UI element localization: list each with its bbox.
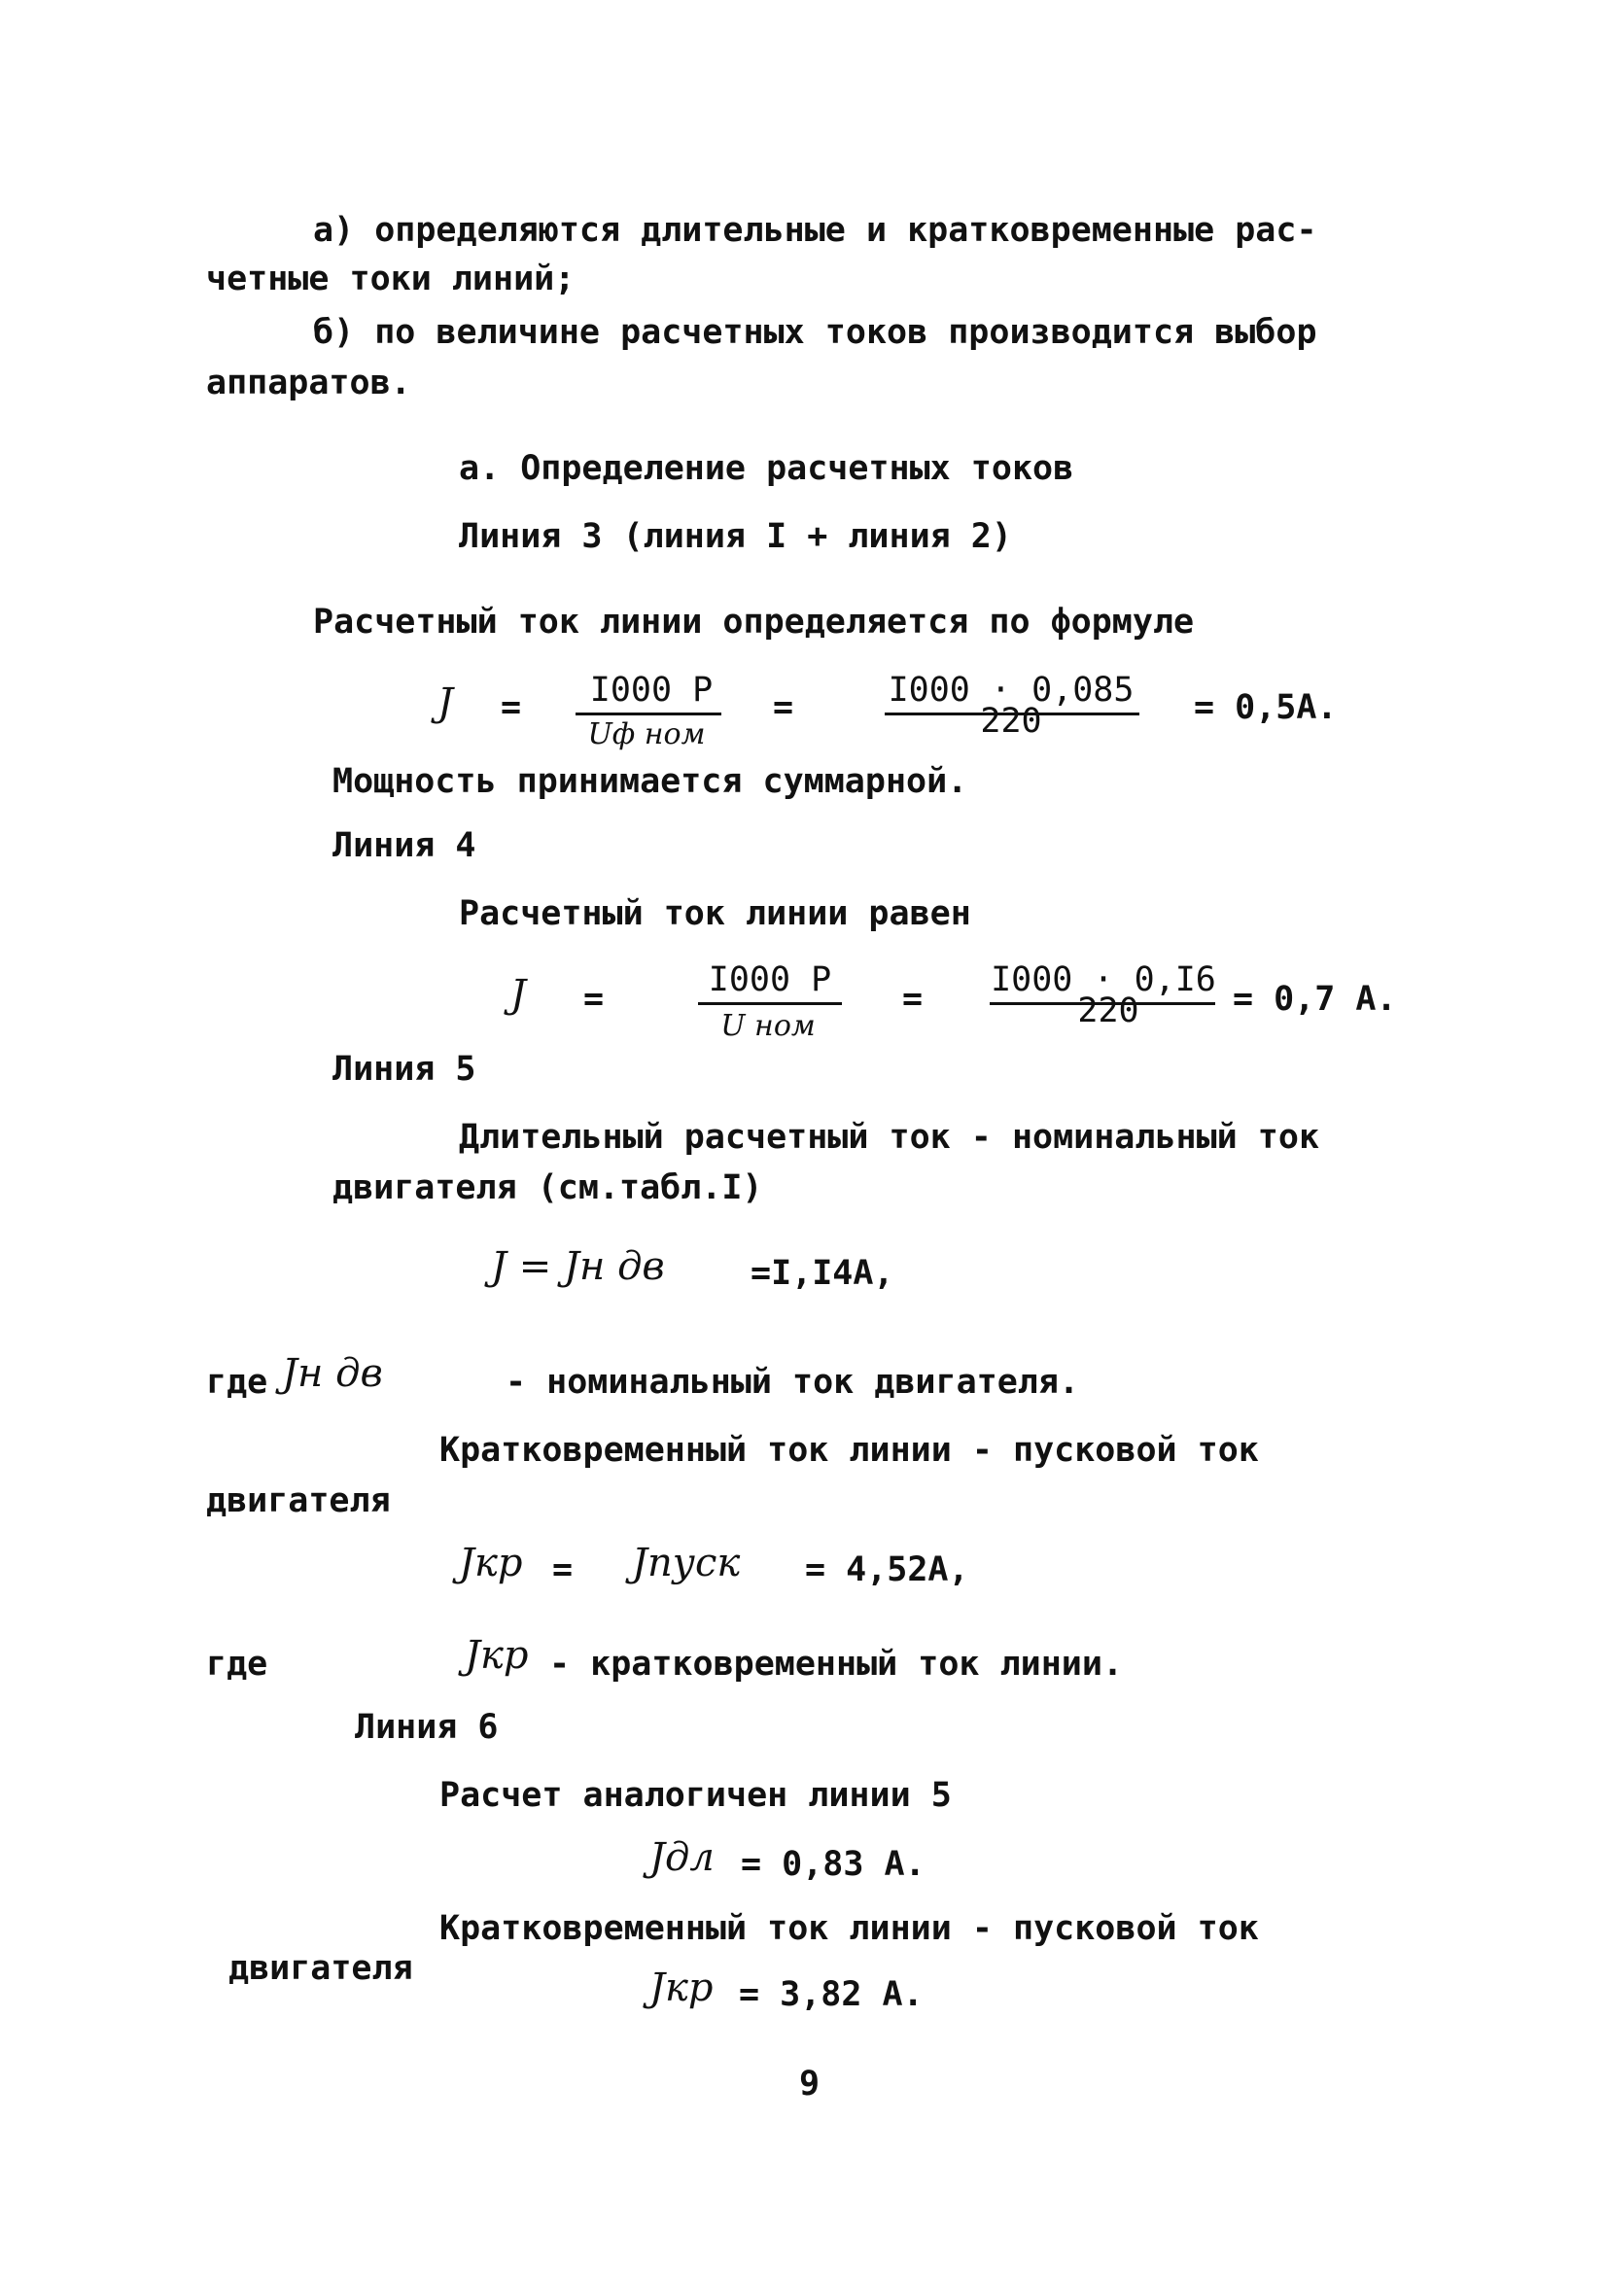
section-title: а. Определение расчетных токов bbox=[459, 449, 1074, 488]
line4-result: = 0,7 A. bbox=[1233, 980, 1397, 1019]
line5-where-word: где bbox=[206, 1363, 268, 1402]
line3-denominator-2: 220 bbox=[980, 702, 1042, 741]
line6-long-symbol: Jдл bbox=[649, 1835, 715, 1880]
line6-heading: Линия 6 bbox=[355, 1708, 499, 1747]
line3-intro: Расчетный ток линии определяется по формуле bbox=[313, 603, 1195, 642]
line6-short-symbol: Jкр bbox=[649, 1966, 714, 2010]
line6-short-intro: Кратковременный ток линии - пусковой ток bbox=[439, 1909, 1259, 1948]
line6-intro: Расчет аналогичен линии 5 bbox=[439, 1776, 952, 1815]
line5-formula-value: =I,I4A, bbox=[751, 1254, 894, 1293]
line4-equals: = bbox=[583, 980, 605, 1019]
line5-short-mid: Jпуск bbox=[632, 1541, 741, 1585]
line5-short-value: = 4,52A, bbox=[805, 1550, 969, 1589]
page-number: 9 bbox=[799, 2065, 821, 2104]
line5-where2-symbol: Jкр bbox=[465, 1633, 529, 1678]
line5-where2-word: где bbox=[206, 1645, 268, 1684]
line6-short-intro-continued: двигателя bbox=[228, 1949, 413, 1988]
list-item-b: б) по величине расчетных токов производится выбор bbox=[313, 313, 1317, 352]
line4-equals-2: = bbox=[902, 980, 924, 1019]
line5-heading: Линия 5 bbox=[332, 1050, 476, 1089]
list-item-b-continued: аппаратов. bbox=[206, 364, 411, 402]
line3-numerator: I000 P bbox=[589, 671, 714, 710]
list-item-a-continued: четные токи линий; bbox=[206, 260, 576, 298]
line3-symbol: J bbox=[437, 680, 454, 725]
line5-short-intro: Кратковременный ток линии - пусковой ток bbox=[439, 1431, 1259, 1470]
line3-result: = 0,5A. bbox=[1194, 688, 1338, 727]
line4-denominator-2: 220 bbox=[1077, 991, 1139, 1030]
line5-intro-continued: двигателя (см.табл.I) bbox=[332, 1168, 763, 1207]
line4-numerator: I000 P bbox=[708, 960, 832, 999]
line5-short-intro-continued: двигателя bbox=[206, 1481, 391, 1520]
line5-short-lhs: Jкр bbox=[459, 1541, 523, 1585]
line6-long-value: = 0,83 A. bbox=[741, 1845, 926, 1884]
line4-heading: Линия 4 bbox=[332, 826, 476, 865]
line3-note: Мощность принимается суммарной. bbox=[332, 762, 968, 801]
line4-denominator: U ном bbox=[720, 1009, 816, 1043]
line4-intro: Расчетный ток линии равен bbox=[459, 894, 971, 933]
line5-where2-text: - кратковременный ток линии. bbox=[549, 1645, 1124, 1684]
line3-equals: = bbox=[501, 688, 522, 727]
list-item-a: а) определяются длительные и кратковременные рас- bbox=[313, 211, 1317, 250]
line5-where-text: - номинальный ток двигателя. bbox=[506, 1363, 1080, 1402]
line5-intro: Длительный расчетный ток - номинальный ток bbox=[459, 1118, 1320, 1157]
line5-short-equals: = bbox=[552, 1550, 574, 1589]
line5-formula-lhs: J = Jн дв bbox=[491, 1244, 665, 1289]
line3-fraction-bar bbox=[576, 713, 721, 715]
line4-fraction-bar bbox=[698, 1002, 842, 1005]
line3-heading: Линия 3 (линия I + линия 2) bbox=[459, 517, 1012, 556]
line5-where-symbol: Jн дв bbox=[282, 1351, 383, 1396]
line3-denominator: Uф ном bbox=[587, 717, 706, 751]
line6-short-value: = 3,82 A. bbox=[739, 1975, 924, 2014]
line4-symbol: J bbox=[510, 972, 527, 1017]
line4-numerator-2: I000 · 0,I6 bbox=[991, 960, 1216, 999]
line3-numerator-2: I000 · 0,085 bbox=[888, 671, 1135, 710]
line3-equals-2: = bbox=[773, 688, 794, 727]
